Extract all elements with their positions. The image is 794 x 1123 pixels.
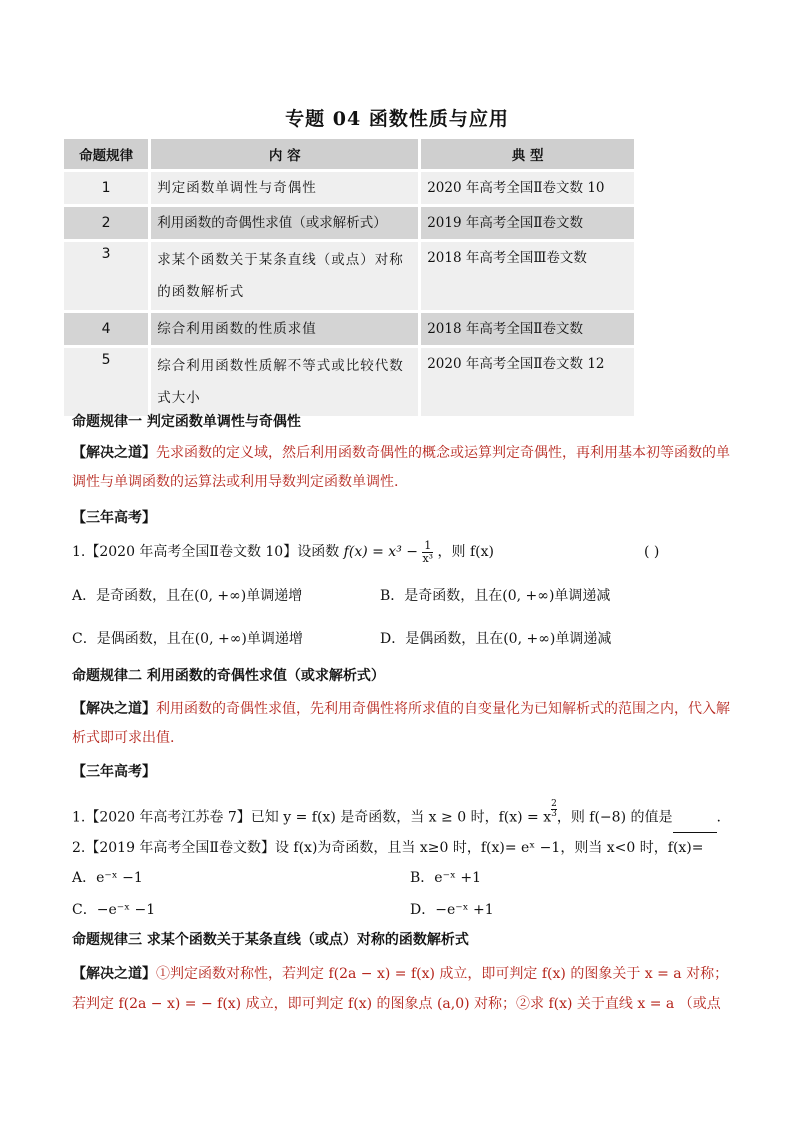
question-2-2: 2.【2019 年高考全国Ⅱ卷文数】设 f(x)为奇函数，且当 x≥0 时，f(x)= eˣ −1，则当 x<0 时，f(x)= — [72, 840, 704, 856]
rule-content: 综合利用函数性质解不等式或比较代数式大小 — [151, 348, 418, 416]
question-2-1 — [72, 800, 732, 833]
question-prefix: 1.【2020 年高考江苏卷 7】已知 y = f(x) 是奇函数，当 x ≥ 0 时，f(x) = x — [72, 809, 552, 826]
rule-content: 利用函数的奇偶性求值（或求解析式） — [151, 207, 418, 239]
page-title: 专题 04 函数性质与应用 — [285, 108, 509, 130]
question-suffix: ，则 f(−8) 的值是 — [556, 809, 673, 826]
exponent-den: 3 — [551, 809, 557, 819]
solve-text-line1: ①判定函数对称性，若判定 f(2a − x) = f(x) 成立，即可判定 f(x) 的图象关于 x = a 对称； — [156, 966, 729, 982]
answer-blank[interactable] — [673, 818, 717, 833]
option-b: B．是奇函数，且在(0, +∞)单调递减 — [380, 588, 611, 604]
answer-paren: ( ) — [644, 544, 660, 560]
header-rule: 命题规律 — [64, 139, 148, 169]
rule-typical: 2020 年高考全国Ⅱ卷文数 10 — [421, 172, 634, 204]
option-a: A．e⁻ˣ −1 — [72, 870, 143, 886]
question-suffix: ，则 f(x) — [437, 544, 494, 560]
rule-typical: 2018 年高考全国Ⅱ卷文数 — [421, 313, 634, 345]
option-c: C．−e⁻ˣ −1 — [72, 902, 156, 918]
table-header-row — [64, 139, 634, 169]
solve-label: 【解决之道】 — [72, 701, 156, 717]
header-typical: 典 型 — [421, 139, 634, 169]
header-content: 内 容 — [151, 139, 418, 169]
solve-text: 利用函数的奇偶性求值，先利用奇偶性将所求值的自变量化为已知解析式的范围之内，代入解析式即可求出值. — [72, 701, 730, 746]
table-row — [64, 207, 634, 239]
table-row — [64, 348, 634, 416]
rule-number: 1 — [64, 172, 148, 204]
fraction-den: x³ — [422, 551, 434, 565]
solve-text: 先求函数的定义域，然后利用函数奇偶性的概念或运算判定奇偶性，再利用基本初等函数的单调性与单调函数的运算法或利用导数判定函数单调性. — [72, 445, 730, 490]
exponent-num: 2 — [551, 799, 557, 809]
table-row — [64, 172, 634, 204]
question-prefix: 1.【2020 年高考全国Ⅱ卷文数 10】设函数 — [72, 544, 340, 560]
question-end: . — [716, 809, 721, 826]
option-c: C．是偶函数，且在(0, +∞)单调递增 — [72, 631, 303, 647]
option-d: D．−e⁻ˣ +1 — [410, 902, 494, 918]
rule-number: 3 — [64, 242, 148, 310]
section1-solve — [72, 439, 732, 497]
rule-typical: 2018 年高考全国Ⅲ卷文数 — [421, 242, 634, 310]
option-d: D．是偶函数，且在(0, +∞)单调递减 — [380, 631, 612, 647]
section2-solve — [72, 695, 732, 753]
rule-content: 判定函数单调性与奇偶性 — [151, 172, 418, 204]
three-years-label: 【三年高考】 — [72, 764, 156, 780]
solve-label: 【解决之道】 — [72, 445, 156, 461]
rule-typical: 2019 年高考全国Ⅱ卷文数 — [421, 207, 634, 239]
fraction — [422, 540, 433, 565]
question-1 — [72, 538, 732, 567]
rules-table — [64, 136, 634, 419]
table-row — [64, 313, 634, 345]
table-row — [64, 242, 634, 310]
rule-number: 4 — [64, 313, 148, 345]
section3-solve-line2: 若判定 f(2a − x) = − f(x) 成立，即可判定 f(x) 的图象点 (a,0) 对称；②求 f(x) 关于直线 x = a （或点 — [72, 996, 721, 1012]
solve-label: 【解决之道】 — [72, 966, 156, 982]
option-a: A．是奇函数，且在(0, +∞)单调递增 — [72, 588, 303, 604]
section1-heading: 命题规律一 判定函数单调性与奇偶性 — [72, 414, 301, 430]
rule-content: 综合利用函数的性质求值 — [151, 313, 418, 345]
question-func: f(x) = x³ − — [343, 544, 418, 560]
section2-heading: 命题规律二 利用函数的奇偶性求值（或求解析式） — [72, 668, 385, 684]
fraction-num: 1 — [424, 538, 432, 552]
section3-heading: 命题规律三 求某个函数关于某条直线（或点）对称的函数解析式 — [72, 932, 469, 948]
option-b: B．e⁻ˣ +1 — [410, 870, 481, 886]
rule-number: 5 — [64, 348, 148, 416]
three-years-label: 【三年高考】 — [72, 510, 156, 526]
rule-content: 求某个函数关于某条直线（或点）对称的函数解析式 — [151, 242, 418, 310]
rule-number: 2 — [64, 207, 148, 239]
section3-solve-line1 — [72, 960, 732, 989]
rule-typical: 2020 年高考全国Ⅱ卷文数 12 — [421, 348, 634, 416]
